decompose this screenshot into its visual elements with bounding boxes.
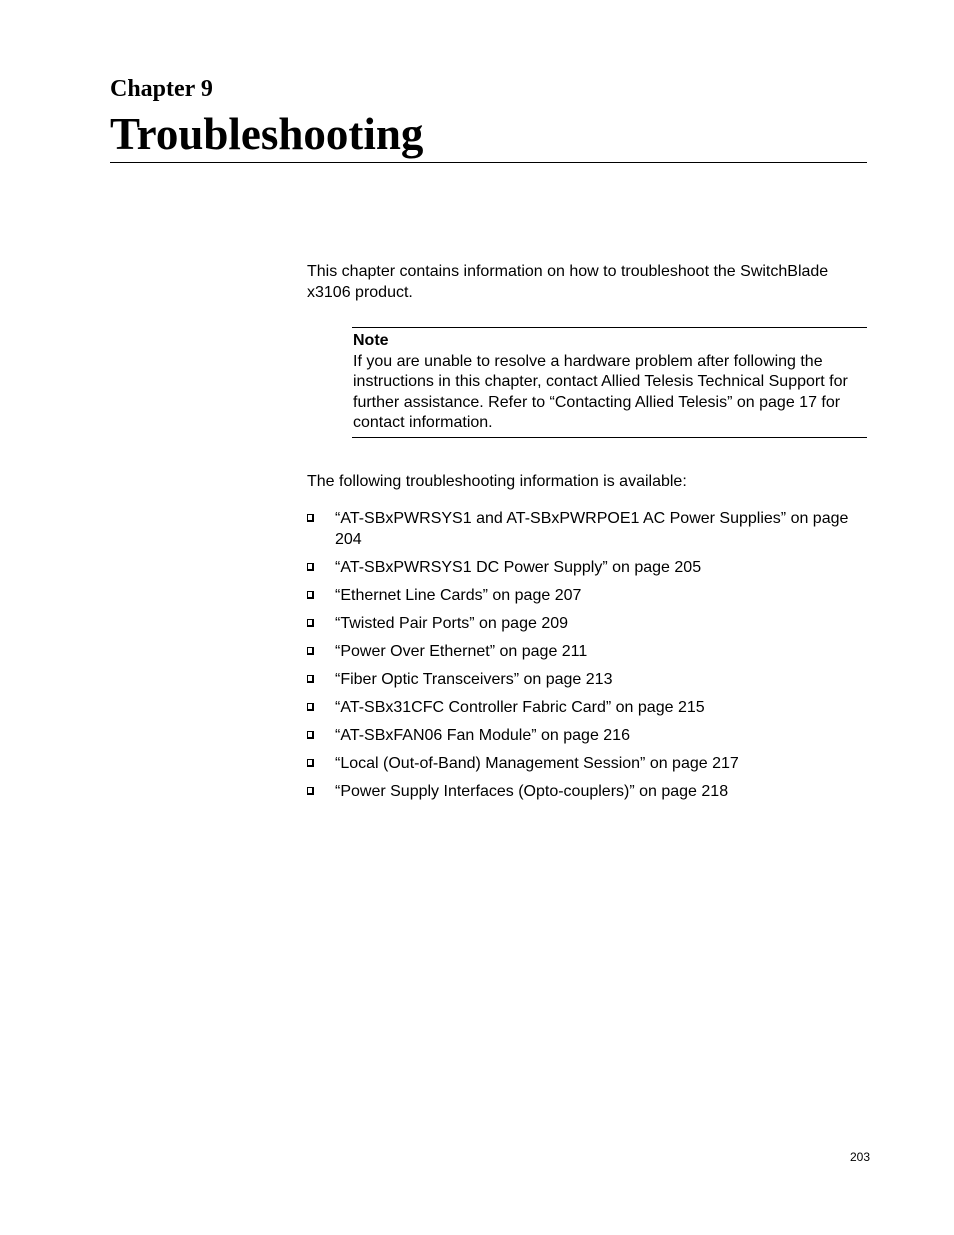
topic-link[interactable]: “Twisted Pair Ports” on page 209: [335, 614, 569, 632]
chapter-label: Chapter 9: [110, 76, 213, 102]
checkbox-square-icon: [307, 787, 314, 795]
note-box: [352, 327, 867, 438]
list-item: [307, 509, 869, 550]
list-item: [307, 754, 869, 775]
title-divider: [110, 162, 867, 163]
list-item: [307, 726, 869, 747]
topic-link[interactable]: “AT-SBx31CFC Controller Fabric Card” on page 215: [335, 698, 705, 716]
list-item: [307, 558, 869, 579]
topic-link[interactable]: “AT-SBxFAN06 Fan Module” on page 216: [335, 726, 630, 744]
intro-paragraph: This chapter contains information on how to troubleshoot the SwitchBlade x3106 product.: [307, 263, 829, 301]
page-number: 203: [849, 1150, 870, 1164]
list-item: [307, 698, 869, 719]
topic-link[interactable]: “AT-SBxPWRSYS1 and AT-SBxPWRPOE1 AC Power Supplies” on page 204: [335, 510, 849, 548]
checkbox-square-icon: [307, 759, 314, 767]
topic-link[interactable]: “AT-SBxPWRSYS1 DC Power Supply” on page 205: [335, 558, 702, 576]
checkbox-square-icon: [307, 703, 314, 711]
list-item: [307, 670, 869, 691]
topic-link[interactable]: “Fiber Optic Transceivers” on page 213: [335, 670, 613, 688]
topic-link[interactable]: “Local (Out-of-Band) Management Session” on page 217: [335, 754, 739, 772]
note-heading: Note: [353, 332, 389, 349]
chapter-title: Troubleshooting: [110, 109, 424, 159]
list-item: [307, 782, 869, 803]
checkbox-square-icon: [307, 591, 314, 599]
checkbox-square-icon: [307, 563, 314, 571]
list-item: [307, 586, 869, 607]
checkbox-square-icon: [307, 647, 314, 655]
note-text: If you are unable to resolve a hardware problem after following the instructions in this chapter, contact Allied Telesis Technical Support for further assistance. Refer to “Contacting Allied Telesis” on page 17 for contact information.: [353, 352, 848, 431]
list-item: [307, 614, 869, 635]
topic-list: [307, 509, 869, 810]
checkbox-square-icon: [307, 731, 314, 739]
topics-lead: The following troubleshooting information is available:: [307, 473, 687, 490]
checkbox-square-icon: [307, 675, 314, 683]
list-item: [307, 642, 869, 663]
topic-link[interactable]: “Power Over Ethernet” on page 211: [335, 642, 588, 660]
checkbox-square-icon: [307, 514, 314, 522]
topic-link[interactable]: “Power Supply Interfaces (Opto-couplers)” on page 218: [335, 782, 729, 800]
checkbox-square-icon: [307, 619, 314, 627]
topic-link[interactable]: “Ethernet Line Cards” on page 207: [335, 586, 582, 604]
